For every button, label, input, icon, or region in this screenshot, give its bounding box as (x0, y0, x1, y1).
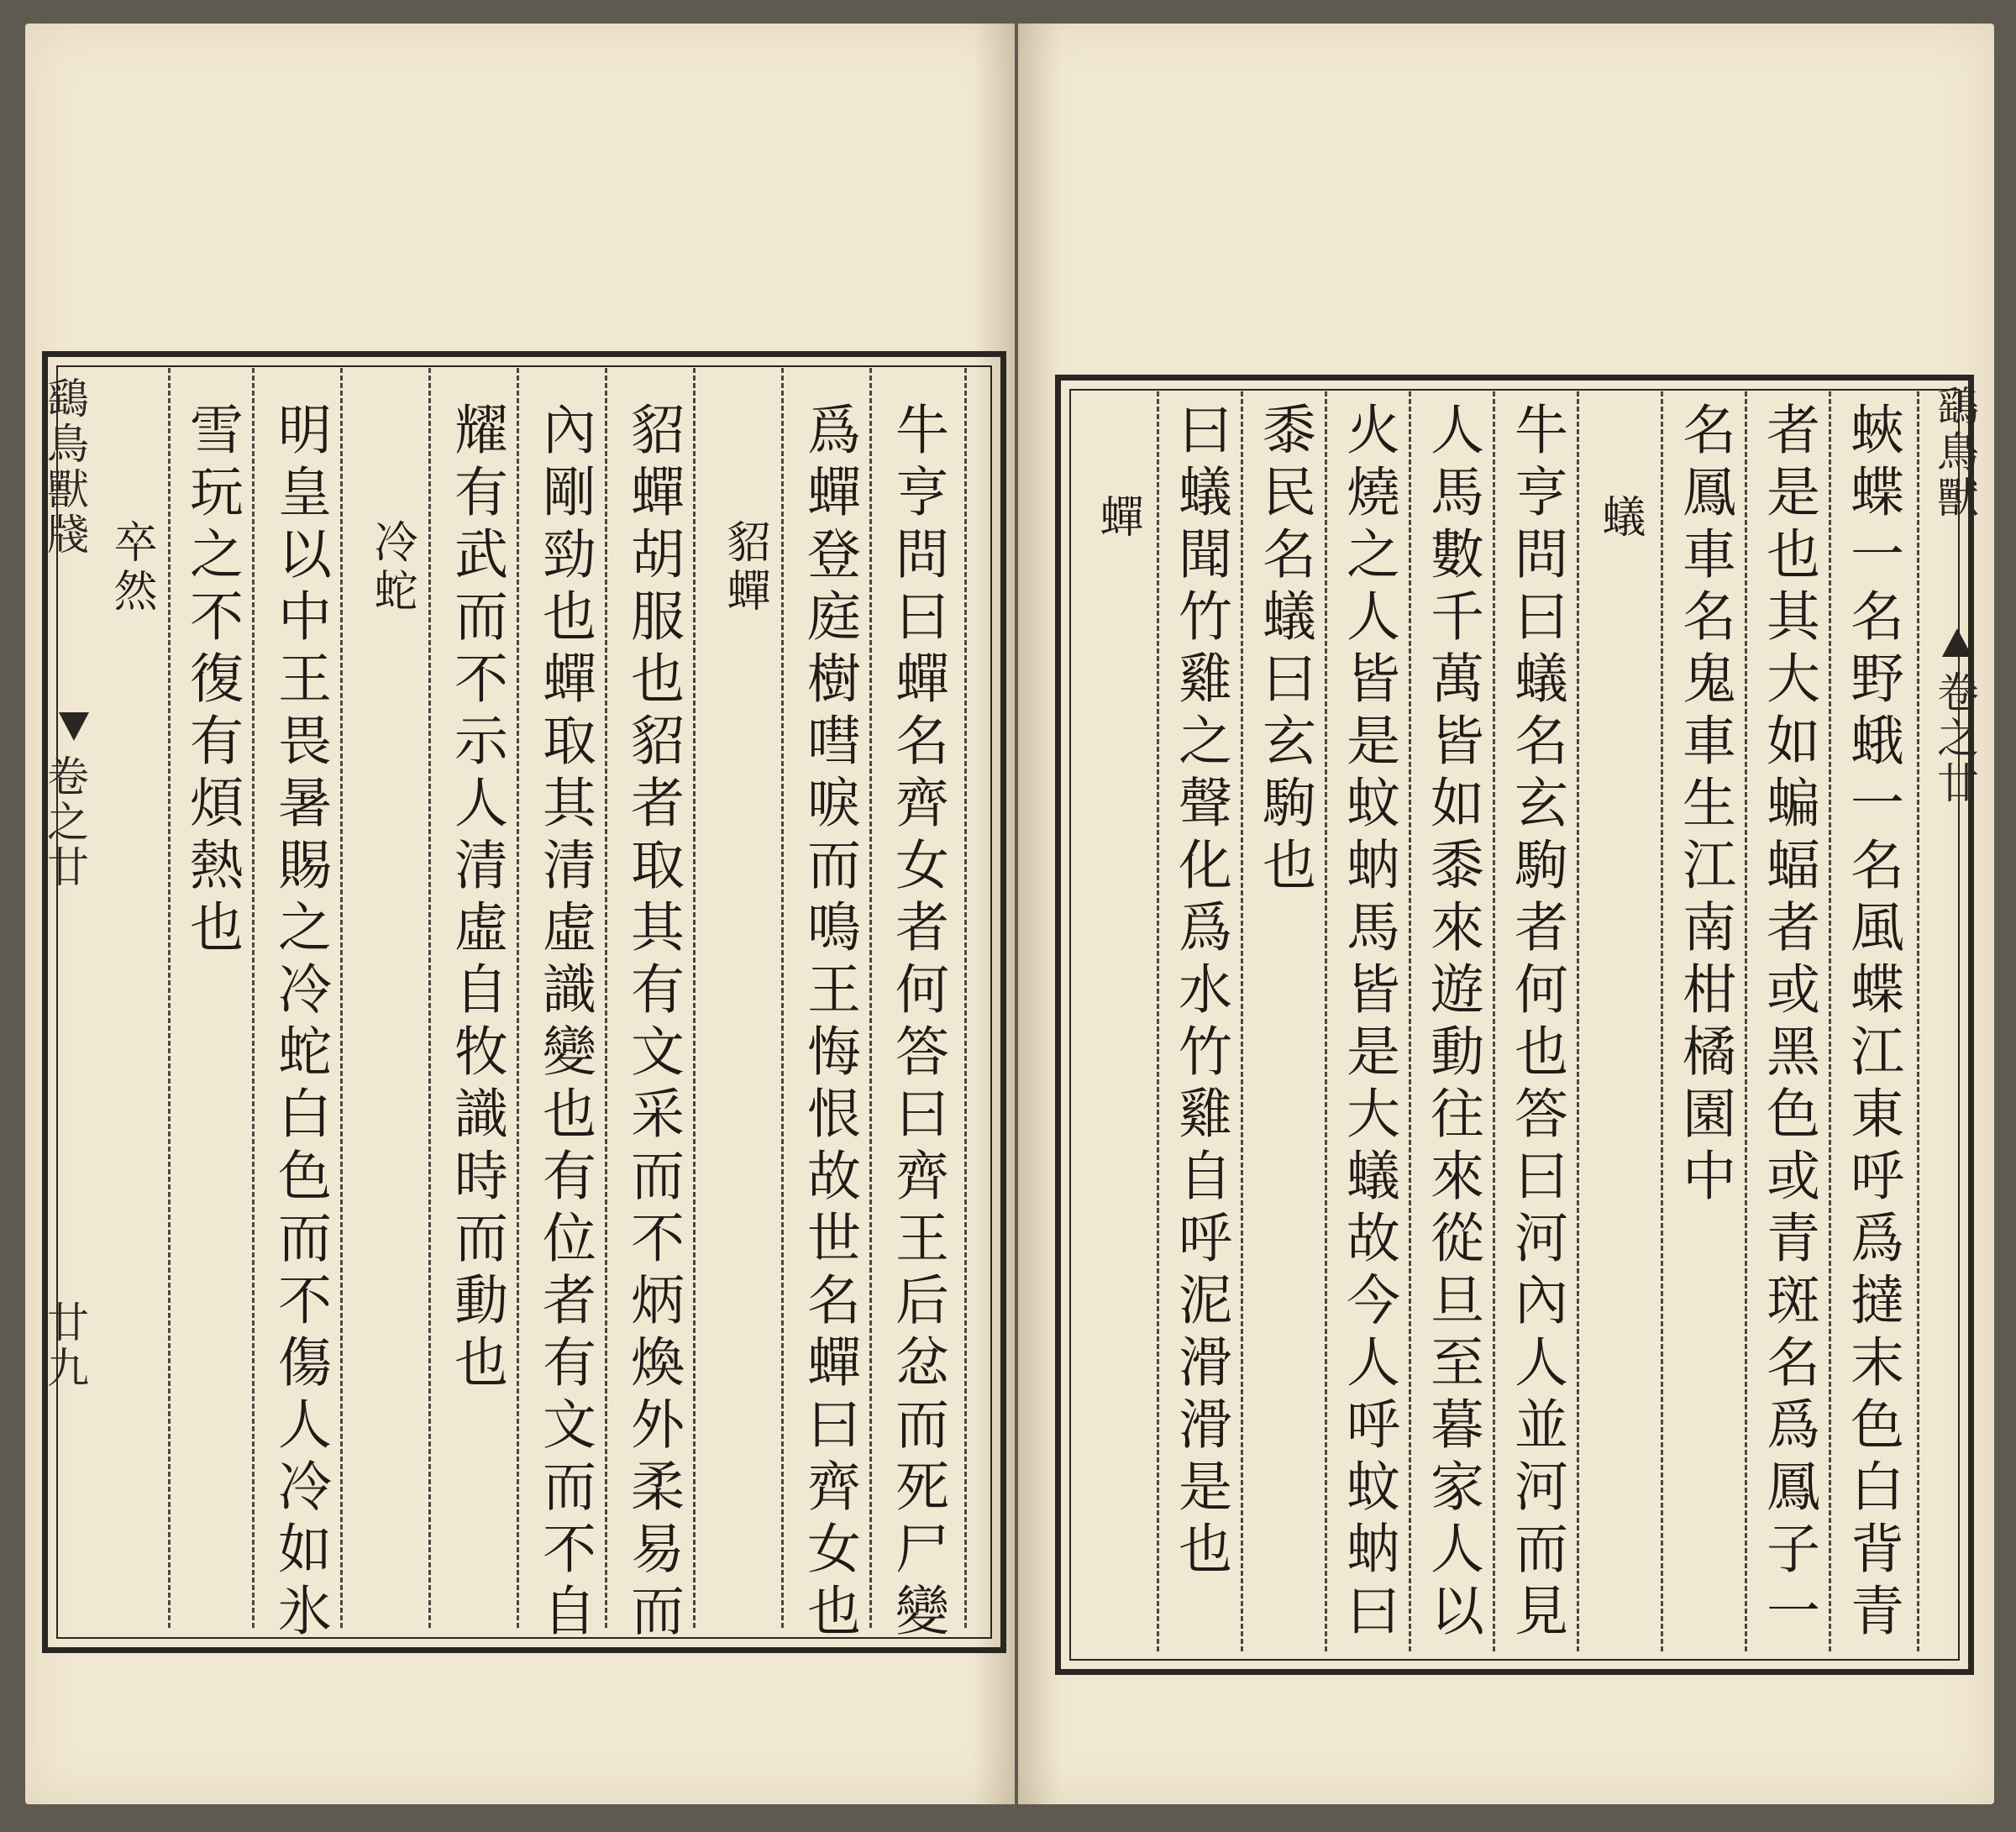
column-rule (1745, 391, 1747, 1651)
text-column: 牛亨問曰蟬名齊女者何答曰齊王后忿而死尸變 (886, 402, 948, 1645)
left-page (25, 24, 1015, 1804)
gutter-shadow (1018, 24, 1060, 1804)
column-rule (693, 368, 696, 1628)
column-rule (869, 368, 872, 1628)
column-rule (1829, 391, 1831, 1651)
right-margin-title: 鷂鳥獸 (1930, 385, 1979, 521)
column-rule (1661, 391, 1663, 1651)
column-rule (781, 368, 784, 1628)
column-rule (1493, 391, 1495, 1651)
entry-heading: 貂蟬 (719, 519, 769, 617)
text-column: 雪玩之不復有煩熱也 (181, 402, 243, 961)
text-column: 者是也其大如蝙蝠者或黑色或青斑名爲鳳子一 (1757, 402, 1819, 1645)
column-rule (168, 368, 171, 1628)
column-rule (1577, 391, 1579, 1651)
entry-heading: 卒然 (106, 519, 156, 617)
column-rule (517, 368, 519, 1628)
text-column: 內剛勁也蟬取其清虛識變也有位者有文而不自 (533, 402, 596, 1645)
left-margin-volume: 卷之廿 (40, 754, 89, 890)
entry-heading: 蟻 (1594, 494, 1645, 543)
fish-tail-mark (1942, 628, 1972, 657)
column-rule (964, 368, 967, 1628)
text-column: 曰蟻聞竹雞之聲化爲水竹雞自呼泥滑滑是也 (1169, 402, 1231, 1583)
column-rule (605, 368, 607, 1628)
column-rule (1157, 391, 1159, 1651)
column-rule (340, 368, 343, 1628)
column-rule (1241, 391, 1243, 1651)
text-column: 黍民名蟻曰玄駒也 (1253, 402, 1315, 899)
text-column: 明皇以中王畏暑賜之冷蛇白色而不傷人冷如氷 (269, 402, 331, 1645)
text-column: 名鳳車名鬼車生江南柑橘園中 (1673, 402, 1735, 1210)
text-column: 爲蟬登庭樹嘒唳而鳴王悔恨故世名蟬曰齊女也 (798, 402, 860, 1645)
column-rule (1409, 391, 1411, 1651)
right-page (1018, 24, 1994, 1804)
text-column: 人馬數千萬皆如黍來遊動往來從旦至暮家人以 (1421, 402, 1483, 1645)
text-column: 火燒之人皆是蚊蚋馬皆是大蟻故今人呼蚊蚋曰 (1337, 402, 1399, 1645)
text-column: 耀有武而不示人清虛自牧識時而動也 (445, 402, 507, 1396)
left-margin-folio: 廿九 (40, 1300, 89, 1391)
column-rule (428, 368, 431, 1628)
left-margin-title: 鷂鳥獸牋 (40, 376, 89, 558)
right-margin-volume: 卷之廿 (1930, 670, 1979, 806)
column-rule (1325, 391, 1327, 1651)
column-rule (1917, 391, 1919, 1651)
column-rule (252, 368, 255, 1628)
text-column: 貂蟬胡服也貂者取其有文采而不炳煥外柔易而 (622, 402, 684, 1645)
text-column: 牛亨問曰蟻名玄駒者何也答曰河內人並河而見 (1505, 402, 1567, 1645)
entry-heading: 冷蛇 (366, 519, 417, 617)
entry-heading: 蟬 (1092, 494, 1142, 543)
text-column: 蛺蝶一名野蛾一名風蝶江東呼爲撻末色白背青 (1841, 402, 1903, 1645)
